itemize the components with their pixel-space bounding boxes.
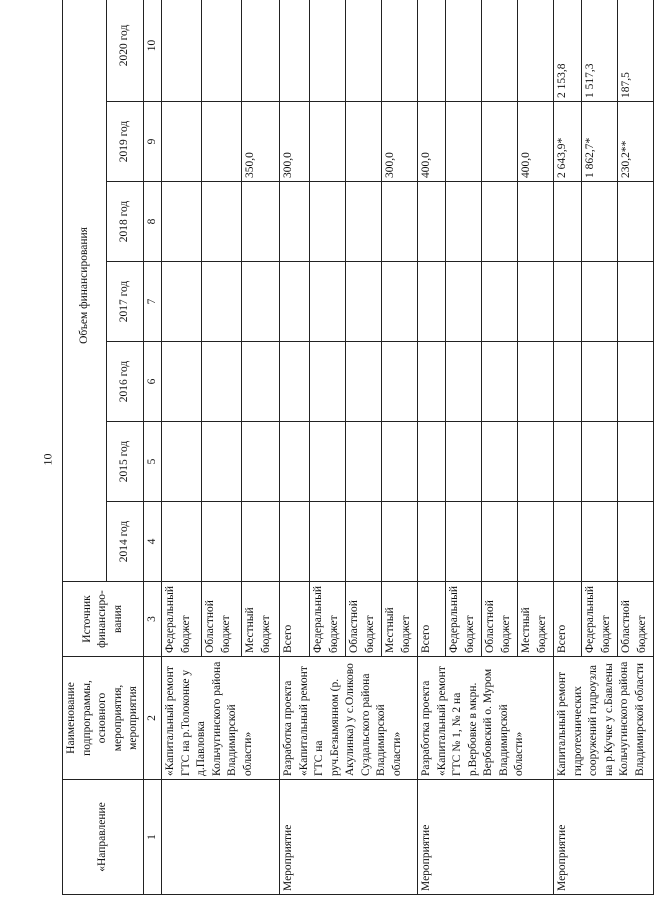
funding-source-cell: Местный бюджет bbox=[242, 582, 280, 657]
amount-cell bbox=[554, 502, 582, 582]
amount-cell bbox=[202, 342, 242, 422]
amount-cell: 400,0 bbox=[418, 102, 446, 182]
amount-cell bbox=[418, 342, 446, 422]
amount-cell bbox=[554, 182, 582, 262]
direction-cell: Мероприятие bbox=[418, 780, 554, 895]
activity-name-cell: Разработка проекта «Капитальный ремонт ГТС № 1, № 2 на р.Вербовке в мкрн. Вербовский о. Муром Владимирской области» bbox=[418, 657, 554, 780]
amount-cell bbox=[482, 422, 518, 502]
amount-cell bbox=[242, 502, 280, 582]
amount-cell bbox=[446, 342, 482, 422]
funding-source-cell: Областной бюджет bbox=[346, 582, 382, 657]
amount-cell bbox=[618, 262, 654, 342]
amount-cell: 1 517,3 bbox=[582, 0, 618, 102]
column-number: 8 bbox=[143, 182, 162, 262]
amount-cell bbox=[382, 342, 418, 422]
column-number: 4 bbox=[143, 502, 162, 582]
amount-cell bbox=[382, 0, 418, 102]
funding-source-cell: Местный бюджет bbox=[382, 582, 418, 657]
amount-cell bbox=[446, 0, 482, 102]
amount-cell bbox=[382, 262, 418, 342]
amount-cell bbox=[280, 182, 310, 262]
amount-cell: 2 643,9* bbox=[554, 102, 582, 182]
amount-cell bbox=[582, 182, 618, 262]
amount-cell bbox=[280, 502, 310, 582]
amount-cell bbox=[310, 102, 346, 182]
amount-cell: 1 862,7* bbox=[582, 102, 618, 182]
amount-cell: 300,0 bbox=[280, 102, 310, 182]
table-row bbox=[280, 0, 310, 895]
amount-cell bbox=[162, 422, 202, 502]
funding-table bbox=[62, 0, 654, 895]
amount-cell bbox=[162, 182, 202, 262]
year-header: 2020 год bbox=[106, 0, 143, 102]
funding-source-cell: Областной бюджет bbox=[482, 582, 518, 657]
amount-cell bbox=[518, 502, 554, 582]
amount-cell bbox=[280, 342, 310, 422]
activity-name-cell: Капитальный ремонт гидротехнических сооружений гидроузла на р.Кучке у с.Бавлены Кольчугинского района Владимирской области bbox=[554, 657, 654, 780]
amount-cell bbox=[280, 422, 310, 502]
amount-cell bbox=[554, 342, 582, 422]
amount-cell bbox=[618, 422, 654, 502]
amount-cell bbox=[418, 0, 446, 102]
column-number: 3 bbox=[143, 582, 162, 657]
amount-cell bbox=[518, 422, 554, 502]
funding-source-cell: Федеральный бюджет bbox=[310, 582, 346, 657]
year-header: 2019 год bbox=[106, 102, 143, 182]
amount-cell bbox=[242, 262, 280, 342]
column-number: 6 bbox=[143, 342, 162, 422]
amount-cell bbox=[554, 262, 582, 342]
header-name: Наименование подпрограммы, основного мероприятия, мероприятия bbox=[63, 657, 144, 780]
column-number: 10 bbox=[143, 0, 162, 102]
amount-cell bbox=[242, 182, 280, 262]
amount-cell bbox=[202, 102, 242, 182]
table-row bbox=[162, 0, 202, 895]
amount-cell bbox=[202, 502, 242, 582]
amount-cell bbox=[310, 182, 346, 262]
year-header: 2016 год bbox=[106, 342, 143, 422]
funding-source-cell: Областной бюджет bbox=[618, 582, 654, 657]
column-number: 1 bbox=[143, 780, 162, 895]
funding-source-cell: Всего bbox=[280, 582, 310, 657]
amount-cell bbox=[482, 0, 518, 102]
amount-cell bbox=[310, 502, 346, 582]
amount-cell bbox=[202, 182, 242, 262]
amount-cell bbox=[446, 502, 482, 582]
direction-cell bbox=[162, 780, 280, 895]
table-body bbox=[63, 0, 654, 895]
funding-source-cell: Местный бюджет bbox=[518, 582, 554, 657]
amount-cell bbox=[446, 102, 482, 182]
amount-cell bbox=[518, 0, 554, 102]
header-source: Источник финансиро-вания bbox=[63, 582, 144, 657]
amount-cell bbox=[582, 422, 618, 502]
amount-cell bbox=[446, 262, 482, 342]
amount-cell bbox=[310, 0, 346, 102]
column-number: 2 bbox=[143, 657, 162, 780]
amount-cell bbox=[346, 0, 382, 102]
amount-cell bbox=[382, 182, 418, 262]
amount-cell bbox=[618, 502, 654, 582]
amount-cell bbox=[482, 502, 518, 582]
amount-cell bbox=[242, 342, 280, 422]
table-row bbox=[418, 0, 446, 895]
funding-source-cell: Всего bbox=[418, 582, 446, 657]
amount-cell bbox=[418, 262, 446, 342]
funding-source-cell: Областной бюджет bbox=[202, 582, 242, 657]
year-header: 2014 год bbox=[106, 502, 143, 582]
amount-cell bbox=[202, 262, 242, 342]
amount-cell bbox=[482, 262, 518, 342]
amount-cell bbox=[446, 182, 482, 262]
amount-cell bbox=[446, 422, 482, 502]
amount-cell bbox=[202, 422, 242, 502]
amount-cell: 230,2** bbox=[618, 102, 654, 182]
amount-cell bbox=[518, 182, 554, 262]
year-header: 2018 год bbox=[106, 182, 143, 262]
column-number: 7 bbox=[143, 262, 162, 342]
amount-cell bbox=[582, 262, 618, 342]
amount-cell bbox=[162, 262, 202, 342]
amount-cell bbox=[242, 422, 280, 502]
amount-cell bbox=[582, 502, 618, 582]
page-number: 10 bbox=[40, 453, 55, 466]
rotated-table-container bbox=[62, 10, 648, 895]
amount-cell bbox=[162, 342, 202, 422]
amount-cell bbox=[554, 422, 582, 502]
amount-cell bbox=[346, 182, 382, 262]
year-header: 2017 год bbox=[106, 262, 143, 342]
amount-cell bbox=[418, 422, 446, 502]
amount-cell bbox=[346, 102, 382, 182]
activity-name-cell: Разработка проекта «Капитальный ремонт ГТС на руч.Безымянном (р. Акулинка) у с.Оликово Суздальского района Владимирской области» bbox=[280, 657, 418, 780]
amount-cell bbox=[310, 262, 346, 342]
amount-cell bbox=[162, 102, 202, 182]
amount-cell bbox=[310, 422, 346, 502]
amount-cell bbox=[618, 342, 654, 422]
amount-cell bbox=[518, 342, 554, 422]
table-row bbox=[554, 0, 582, 895]
amount-cell bbox=[202, 0, 242, 102]
amount-cell bbox=[582, 342, 618, 422]
amount-cell bbox=[346, 502, 382, 582]
direction-cell: Мероприятие bbox=[280, 780, 418, 895]
amount-cell bbox=[162, 502, 202, 582]
amount-cell bbox=[618, 182, 654, 262]
funding-source-cell: Федеральный бюджет bbox=[446, 582, 482, 657]
direction-cell: Мероприятие bbox=[554, 780, 654, 895]
amount-cell: 2 153,8 bbox=[554, 0, 582, 102]
amount-cell bbox=[346, 262, 382, 342]
amount-cell bbox=[346, 422, 382, 502]
year-header: 2015 год bbox=[106, 422, 143, 502]
amount-cell bbox=[382, 422, 418, 502]
funding-source-cell: Всего bbox=[554, 582, 582, 657]
amount-cell bbox=[418, 502, 446, 582]
funding-source-cell: Федеральный бюджет bbox=[162, 582, 202, 657]
amount-cell bbox=[482, 342, 518, 422]
amount-cell bbox=[280, 0, 310, 102]
amount-cell: 187,5 bbox=[618, 0, 654, 102]
amount-cell bbox=[482, 182, 518, 262]
amount-cell bbox=[280, 262, 310, 342]
amount-cell bbox=[310, 342, 346, 422]
column-number: 9 bbox=[143, 102, 162, 182]
amount-cell bbox=[162, 0, 202, 102]
amount-cell bbox=[418, 182, 446, 262]
amount-cell bbox=[518, 262, 554, 342]
header-direction: «Направление bbox=[63, 780, 144, 895]
amount-cell: 350,0 bbox=[242, 102, 280, 182]
column-number: 5 bbox=[143, 422, 162, 502]
amount-cell: 300,0 bbox=[382, 102, 418, 182]
funding-source-cell: Федеральный бюджет bbox=[582, 582, 618, 657]
amount-cell bbox=[242, 0, 280, 102]
header-funding: Объем финансирования bbox=[63, 0, 107, 582]
amount-cell: 400,0 bbox=[518, 102, 554, 182]
amount-cell bbox=[346, 342, 382, 422]
amount-cell bbox=[382, 502, 418, 582]
amount-cell bbox=[482, 102, 518, 182]
activity-name-cell: «Капитальный ремонт ГТС на р.Толоконке у д.Павловка Кольчугинского района Владимирской области» bbox=[162, 657, 280, 780]
